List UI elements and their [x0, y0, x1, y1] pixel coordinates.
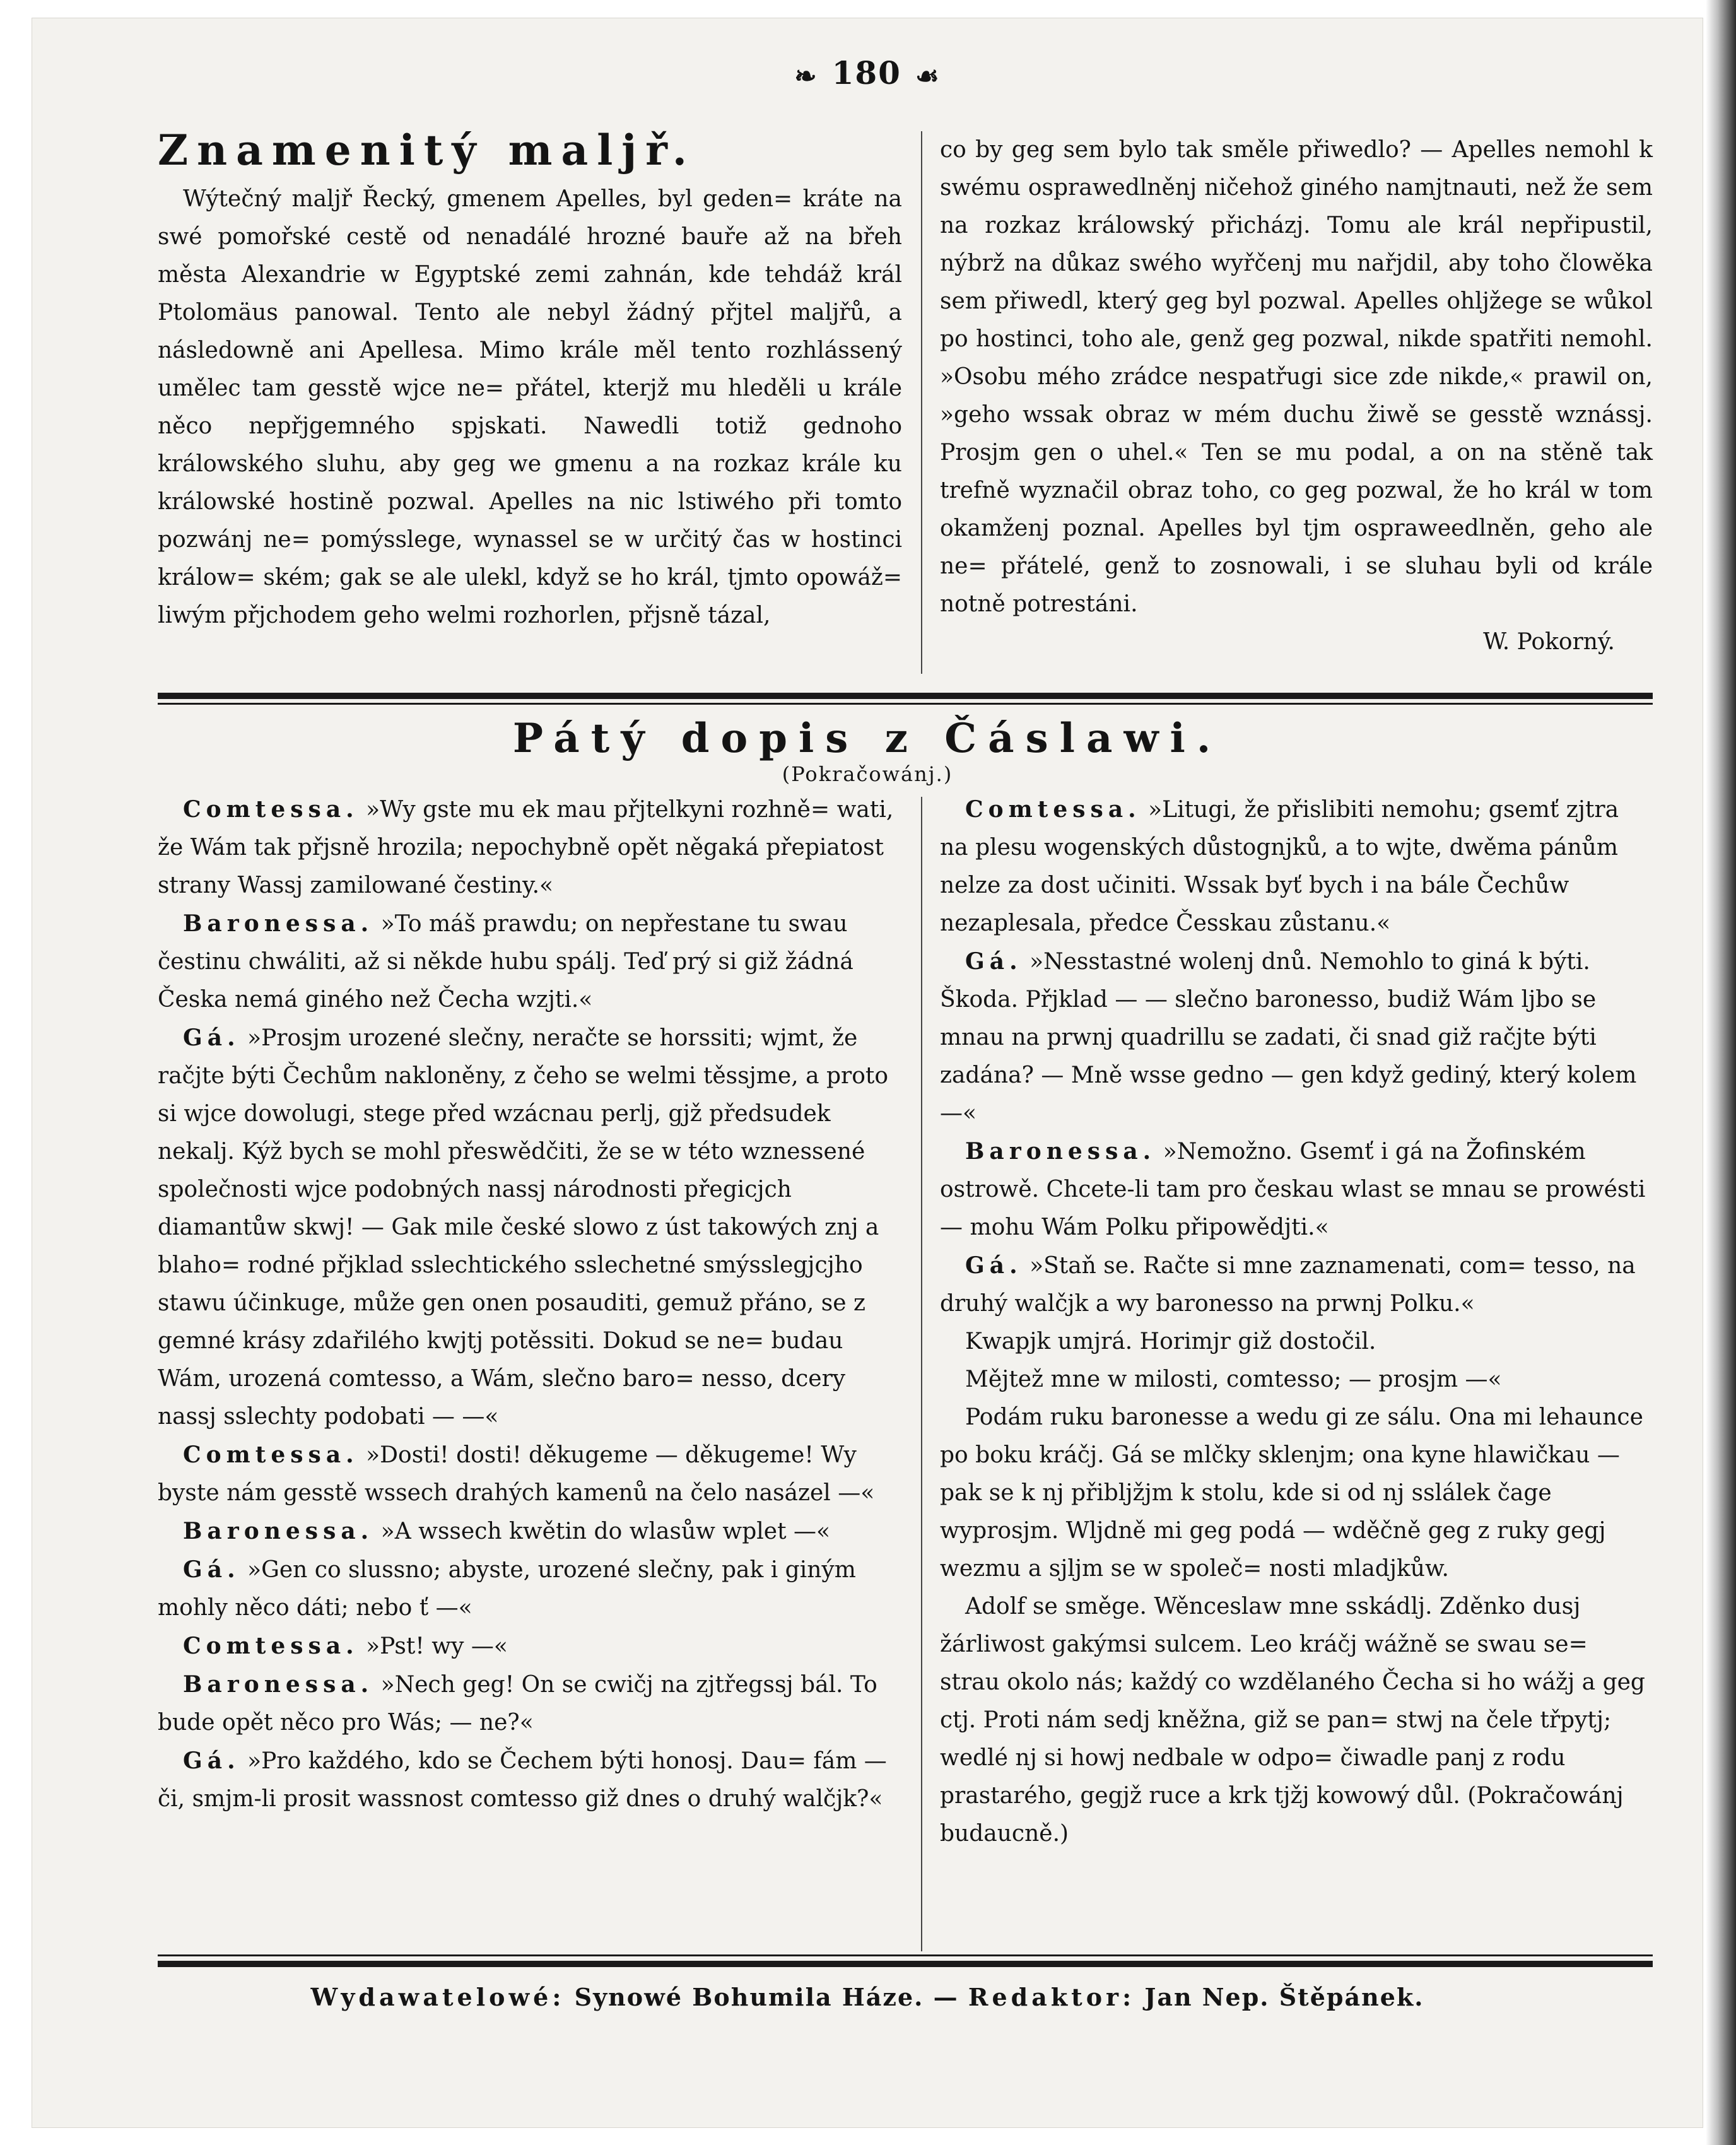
- article2-left-column: [158, 790, 902, 1818]
- article1-left-column: [158, 125, 902, 635]
- column-divider-bottom: [921, 797, 922, 1951]
- page-number: [32, 54, 1703, 91]
- article1-left-paragraph: Wýtečný maljř Řecký, gmenem Apelles, byl geden= kráte na swé pomořské cestě od nenadálé hrozné bauře až na břeh města Alexandrie w Egyptské zemi zahnán, kde tehdáž král Ptolomäus panowal. Tento ale nebyl žádný přjtel maljřů, a následowně ani Apellesa. Mimo krále měl tento rozhlássený umělec tam gesstě wjce ne= přátel, kterjž mu hleděli u krále něco nepřjgemného spjskati. Nawedli totiž gednoho králowského sluhu, aby geg we gmenu a na rozkaz krále ku králowské hostině pozwal. Apelles na nic lstiwého při tomto pozwánj ne= pomýsslege, wynassel se w určitý čas w hostinci králow= ském; gak se ale ulekl, když se ho král, tjmto opowáž= liwým přjchodem geho welmi rozhorlen, přjsně tázal,: [158, 186, 902, 628]
- dialogue-line: Gá. »Pro každého, kdo se Čechem býti honosj. Dau= fám — či, smjm-li prosit wassnost comtesso giž dnes o druhý walčjk?«: [158, 1748, 887, 1812]
- section-rule-thin: [158, 703, 1653, 705]
- narrative-line: Adolf se směge. Wěnceslaw mne sskádlj. Zděnko dusj žárliwost gakýmsi sulcem. Leo kráčj wážně se swau se= strau okolo nás; každý co wzdělaného Čecha si ho wážj a geg ctj. Proti nám sedj kněžna, giž se pan= stwj na čele třpytj; wedlé nj si howj nedbale w odpo= čiwadle panj z rodu prastarého, gegjž ruce a krk tjžj kowowý důl. (Pokračowánj budaucně.): [940, 1594, 1645, 1847]
- dialogue-line: Baronessa. »Nech geg! On se cwičj na zjtřegssj bál. To bude opět něco pro Wás; — ne?«: [158, 1671, 877, 1736]
- publishers-name: Synowé Bohumila Háze. —: [574, 1983, 959, 2011]
- narrative-line: Podám ruku baronesse a wedu gi ze sálu. Ona mi lehaunce po boku kráčj. Gá se mlčky sklenjm; ona kyne hlawičkau — pak se k nj přibljžjm k stolu, kde si od nj sslálek čage wyprosjm. Wljdně mi geg podá — wděčně geg z ruky gegj wezmu a sjljm se w společ= nosti mladjkůw.: [940, 1404, 1643, 1582]
- dialogue-line: Gá. »Prosjm urozené slečny, neračte se horssiti; wjmt, že račjte býti Čechům nakloněny, z čeho se welmi těssjme, a proto si wjce dowolugi, stege před wzácnau perlj, gjž předsudek nekalj. Kýž bych se mohl přeswědčiti, že se w této wznessené společnosti wjce podobných nassj národnosti přegicjch diamantůw skwj! — Gak mile české slowo z úst takowých znj a blaho= rodné přjklad sslechtického sslechetné smýsslegjcjho stawu účinkuge, může gen onen posauditi, gemuž přáno, se z gemné krásy zdařilého kwjtj potěssiti. Dokud se ne= budau Wám, urozená comtesso, a Wám, slečno baro= nesso, dcery nassj sslechty podobati — —«: [158, 1025, 889, 1430]
- dialogue-line: Baronessa. »Nemožno. Gsemť i gá na Žofinském ostrowě. Chcete-li tam pro českau wlast se mnau se prowésti — mohu Wám Polku připowědjti.«: [940, 1138, 1646, 1240]
- page-number-text: 180: [831, 54, 901, 91]
- narrative-line: Kwapjk umjrá. Horimjr giž dostočil.: [965, 1329, 1376, 1355]
- article1-signature: W. Pokorný.: [1483, 629, 1615, 655]
- scan-edge-shadow: [1706, 0, 1736, 2145]
- article2-subtitle: (Pokračowánj.): [782, 762, 953, 786]
- dialogue-line: Gá. »Nesstastné wolenj dnů. Nemohlo to giná k býti. Škoda. Přjklad — — slečno baronesso, budiž Wám ljbo se mnau na prwnj quadrillu se zadati, či snad giž račjte býti zadána? — Mně wsse gedno — gen když gediný, který kolem —«: [940, 948, 1637, 1126]
- dialogue-line: Gá. »Staň se. Račte si mne zaznamenati, com= tesso, na druhý walčjk a wy baronesso na prwnj Polku.«: [940, 1252, 1636, 1317]
- editor-label: Redaktor:: [968, 1983, 1135, 2011]
- dialogue-line: Comtessa. »Litugi, že přislibiti nemohu; gsemť zjtra na plesu wogenských důstognjků, a to wjte, dwěma pánům nelze za dost učiniti. Wssak byť bych i na bále Čechůw nezaplesala, předce Česskau zůstanu.«: [940, 796, 1619, 936]
- column-divider-top: [921, 131, 922, 674]
- article1-right-paragraph: co by geg sem bylo tak směle přiwedlo? — Apelles nemohl k swému osprawedlněnj ničehož giného namjtnauti, než že sem na rozkaz králowský přicházj. Tomu ale král nepřipustil, nýbrž na důkaz swého wyřčenj mu nařjdil, aby toho člowěka sem přiwedl, který geg byl pozwal. Apelles ohljžege se wůkol po hostinci, toho ale, genž geg pozwal, nikde spatřiti nemohl. »Osobu mého zrádce nespatřugi sice zde nikde,« prawil on, »geho wssak obraz w mém duchu žiwě se gesstě wznássj. Prosjm gen o uhel.« Ten se mu podal, a on na stěně tak trefně wyznačil obraz toho, co geg pozwal, že ho král w tom okamženj poznal. Apelles byl tjm ospraweedlněn, geho ale ne= přátelé, genž to zosnowali, i se sluhau byli od krále notně potrestáni.: [940, 137, 1653, 617]
- dialogue-line: Gá. »Gen co slussno; abyste, urozené slečny, pak i giným mohly něco dáti; nebo ť —«: [158, 1556, 856, 1621]
- article1-right-column: [940, 131, 1653, 661]
- dialogue-line: Comtessa. »Wy gste mu ek mau přjtelkyni rozhně= wati, že Wám tak přjsně hrozila; nepochybně opět něgaká přepiatost strany Wassj zamilowané čestiny.«: [158, 796, 894, 898]
- footer-rule-thick: [158, 1961, 1653, 1967]
- publishers-label: Wydawatelowé:: [310, 1983, 565, 2011]
- article2-right-column: [940, 790, 1653, 1853]
- narrative-line: Mějtež mne w milosti, comtesso; — prosjm —«: [965, 1366, 1502, 1392]
- newspaper-page: [32, 18, 1703, 2128]
- imprint-footer: [32, 1983, 1703, 2011]
- dialogue-line: Baronessa. »To máš prawdu; on nepřestane tu swau čestinu chwáliti, až si někde hubu spálj. Teď prý si giž žádná Česka nemá giného než Čecha wzjti.«: [158, 910, 853, 1013]
- article2-title: Pátý dopis z Čáslawi.: [512, 715, 1223, 762]
- editor-name: Jan Nep. Štěpánek.: [1144, 1983, 1424, 2011]
- dialogue-line: Comtessa. »Dosti! dosti! děkugeme — děkugeme! Wy byste nám gesstě wssech drahých kamenů na čelo nasázel —«: [158, 1442, 875, 1506]
- footer-rule-thin: [158, 1954, 1653, 1956]
- section-rule-thick: [158, 693, 1653, 699]
- left-ornament-icon: ❧: [794, 60, 818, 91]
- right-ornament-icon: ☙: [915, 60, 941, 91]
- article1-title: Znamenitý maljř.: [158, 126, 696, 175]
- dialogue-line: Comtessa. »Pst! wy —«: [183, 1633, 508, 1659]
- dialogue-line: Baronessa. »A wssech kwětin do wlasůw wplet —«: [183, 1518, 831, 1544]
